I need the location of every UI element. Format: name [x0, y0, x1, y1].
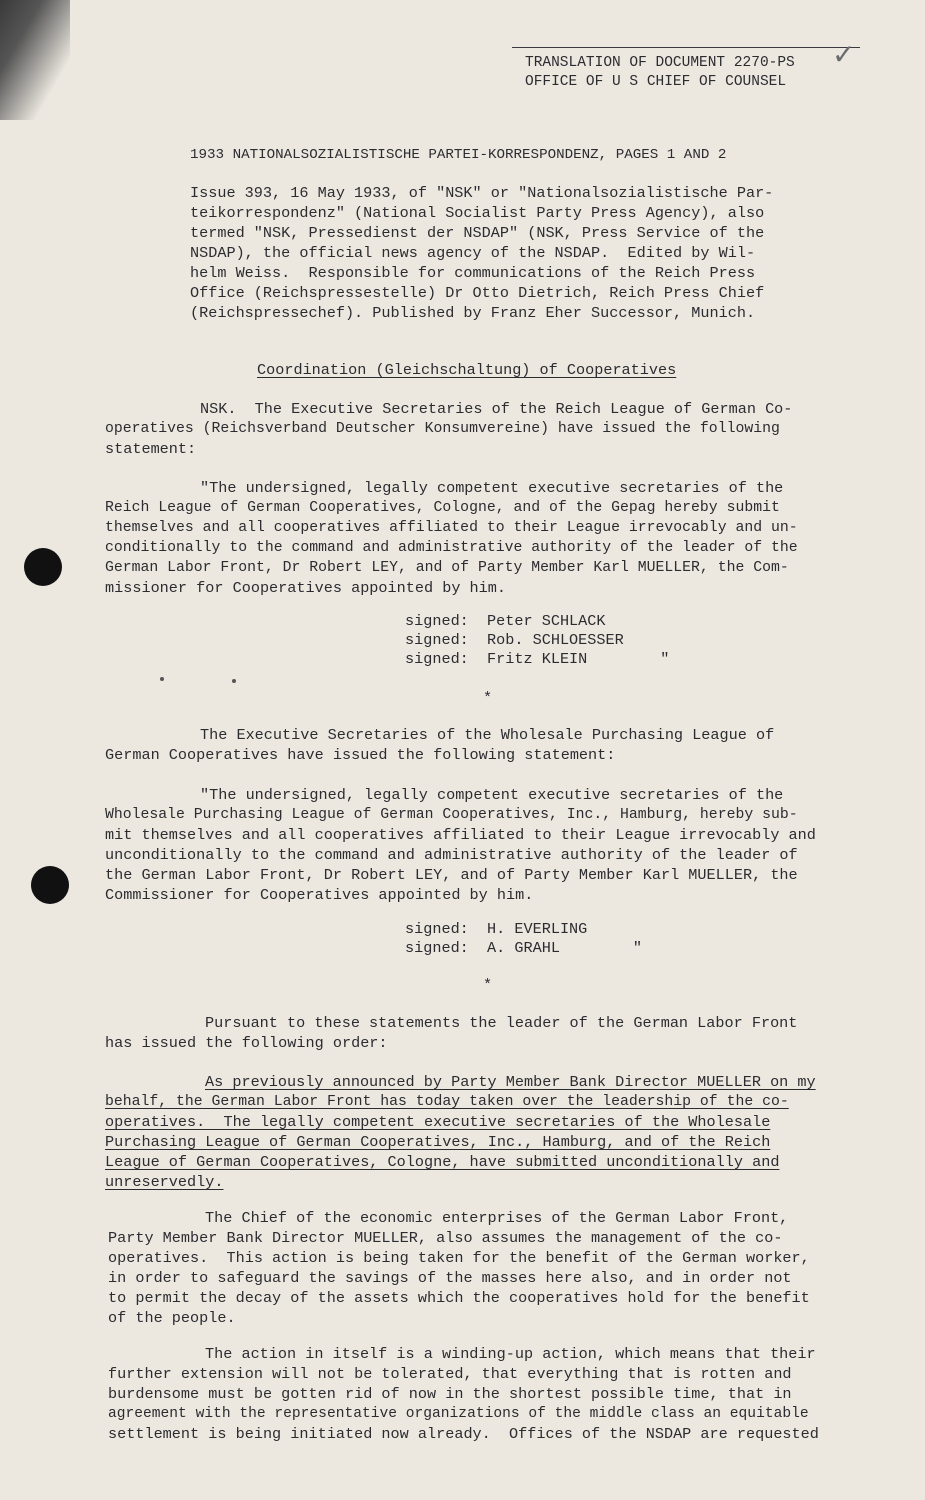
punch-hole-lower	[31, 866, 69, 904]
quote-line: Reich League of German Cooperatives, Cologne, and of the Gepag hereby submit	[105, 500, 780, 516]
quote-line: Wholesale Purchasing League of German Cooperatives, Inc., Hamburg, hereby sub-	[105, 807, 798, 823]
intro-line: NSDAP), the official news agency of the NSDAP. Edited by Wil-	[190, 244, 756, 262]
corner-stain	[0, 0, 70, 120]
order-line: operatives. The legally competent executive secretaries of the Wholesale	[105, 1113, 771, 1131]
paragraph-line: burdensome must be gotten rid of now in the shortest possible time, that in	[108, 1385, 792, 1403]
signature-line: signed: H. EVERLING	[405, 920, 588, 938]
quote-line: "The undersigned, legally competent executive secretaries of the	[200, 786, 784, 804]
signature-line: signed: A. GRAHL "	[405, 939, 642, 957]
signature-line: signed: Rob. SCHLOESSER	[405, 631, 624, 649]
checkmark: ✓	[832, 38, 856, 71]
paragraph-line: Pursuant to these statements the leader of the German Labor Front	[205, 1014, 798, 1032]
paragraph-line: The action in itself is a winding-up action, which means that their	[205, 1345, 816, 1363]
signature-line: signed: Peter SCHLACK	[405, 612, 606, 630]
order-line: As previously announced by Party Member Bank Director MUELLER on my	[205, 1073, 816, 1091]
speck	[160, 677, 164, 681]
header-line-1: TRANSLATION OF DOCUMENT 2270-PS	[525, 55, 795, 71]
intro-line: termed "NSK, Pressedienst der NSDAP" (NSK, Press Service of the	[190, 224, 765, 242]
quote-line: unconditionally to the command and administrative authority of the leader of	[105, 846, 798, 864]
paragraph-line: has issued the following order:	[105, 1034, 388, 1052]
paragraph-line: in order to safeguard the savings of the masses here also, and in order not	[108, 1269, 792, 1287]
paragraph-line: agreement with the representative organizations of the middle class an equitable	[108, 1406, 809, 1422]
paragraph-line: operatives. This action is being taken for the benefit of the German worker,	[108, 1249, 810, 1267]
intro-line: teikorrespondenz" (National Socialist Party Press Agency), also	[190, 204, 765, 222]
separator-star: *	[483, 976, 493, 994]
paragraph-line: statement:	[105, 440, 197, 458]
document-title: 1933 NATIONALSOZIALISTISCHE PARTEI-KORRESPONDENZ, PAGES 1 AND 2	[190, 147, 727, 163]
signature-line: signed: Fritz KLEIN "	[405, 650, 670, 668]
order-line: League of German Cooperatives, Cologne, have submitted unconditionally and	[105, 1153, 780, 1171]
paragraph-line: German Cooperatives have issued the following statement:	[105, 746, 616, 764]
quote-line: German Labor Front, Dr Robert LEY, and of Party Member Karl MUELLER, the Com-	[105, 560, 789, 576]
quote-line: themselves and all cooperatives affiliated to their League irrevocably and un-	[105, 520, 798, 536]
punch-hole-upper	[24, 548, 62, 586]
quote-line: mit themselves and all cooperatives affiliated to their League irrevocably and	[105, 826, 816, 844]
quote-line: "The undersigned, legally competent executive secretaries of the	[200, 479, 784, 497]
quote-line: the German Labor Front, Dr Robert LEY, and of Party Member Karl MUELLER, the	[105, 866, 798, 884]
intro-line: helm Weiss. Responsible for communications of the Reich Press	[190, 264, 756, 282]
header-line-2: OFFICE OF U S CHIEF OF COUNSEL	[525, 74, 787, 90]
order-line: Purchasing League of German Cooperatives, Inc., Hamburg, and of the Reich	[105, 1133, 771, 1151]
speck	[232, 679, 236, 683]
paragraph-line: The Executive Secretaries of the Wholesale Purchasing League of	[200, 726, 775, 744]
quote-line: missioner for Cooperatives appointed by him.	[105, 579, 507, 597]
paragraph-line: settlement is being initiated now already. Offices of the NSDAP are requested	[108, 1425, 819, 1443]
order-line: behalf, the German Labor Front has today taken over the leadership of the co-	[105, 1094, 789, 1110]
paragraph-line: The Chief of the economic enterprises of the German Labor Front,	[205, 1209, 789, 1227]
quote-line: Commissioner for Cooperatives appointed by him.	[105, 886, 534, 904]
intro-line: Office (Reichspressestelle) Dr Otto Dietrich, Reich Press Chief	[190, 284, 765, 302]
separator-star: *	[483, 689, 493, 707]
intro-line: Issue 393, 16 May 1933, of "NSK" or "Nationalsozialistische Par-	[190, 184, 774, 202]
quote-line: conditionally to the command and administrative authority of the leader of the	[105, 540, 798, 556]
order-line: unreservedly.	[105, 1173, 224, 1191]
paragraph-line: operatives (Reichsverband Deutscher Konsumvereine) have issued the following	[105, 421, 780, 437]
intro-line: (Reichspressechef). Published by Franz Eher Successor, Munich.	[190, 304, 756, 322]
paragraph-line: further extension will not be tolerated, that everything that is rotten and	[108, 1365, 792, 1383]
section-heading: Coordination (Gleichschaltung) of Cooperatives	[257, 361, 677, 379]
paragraph-line: to permit the decay of the assets which the cooperatives hold for the benefit	[108, 1289, 810, 1307]
paragraph-line: NSK. The Executive Secretaries of the Reich League of German Co-	[200, 400, 793, 418]
paragraph-line: Party Member Bank Director MUELLER, also assumes the management of the co-	[108, 1229, 783, 1247]
header-rule	[512, 47, 860, 48]
paragraph-line: of the people.	[108, 1309, 236, 1327]
